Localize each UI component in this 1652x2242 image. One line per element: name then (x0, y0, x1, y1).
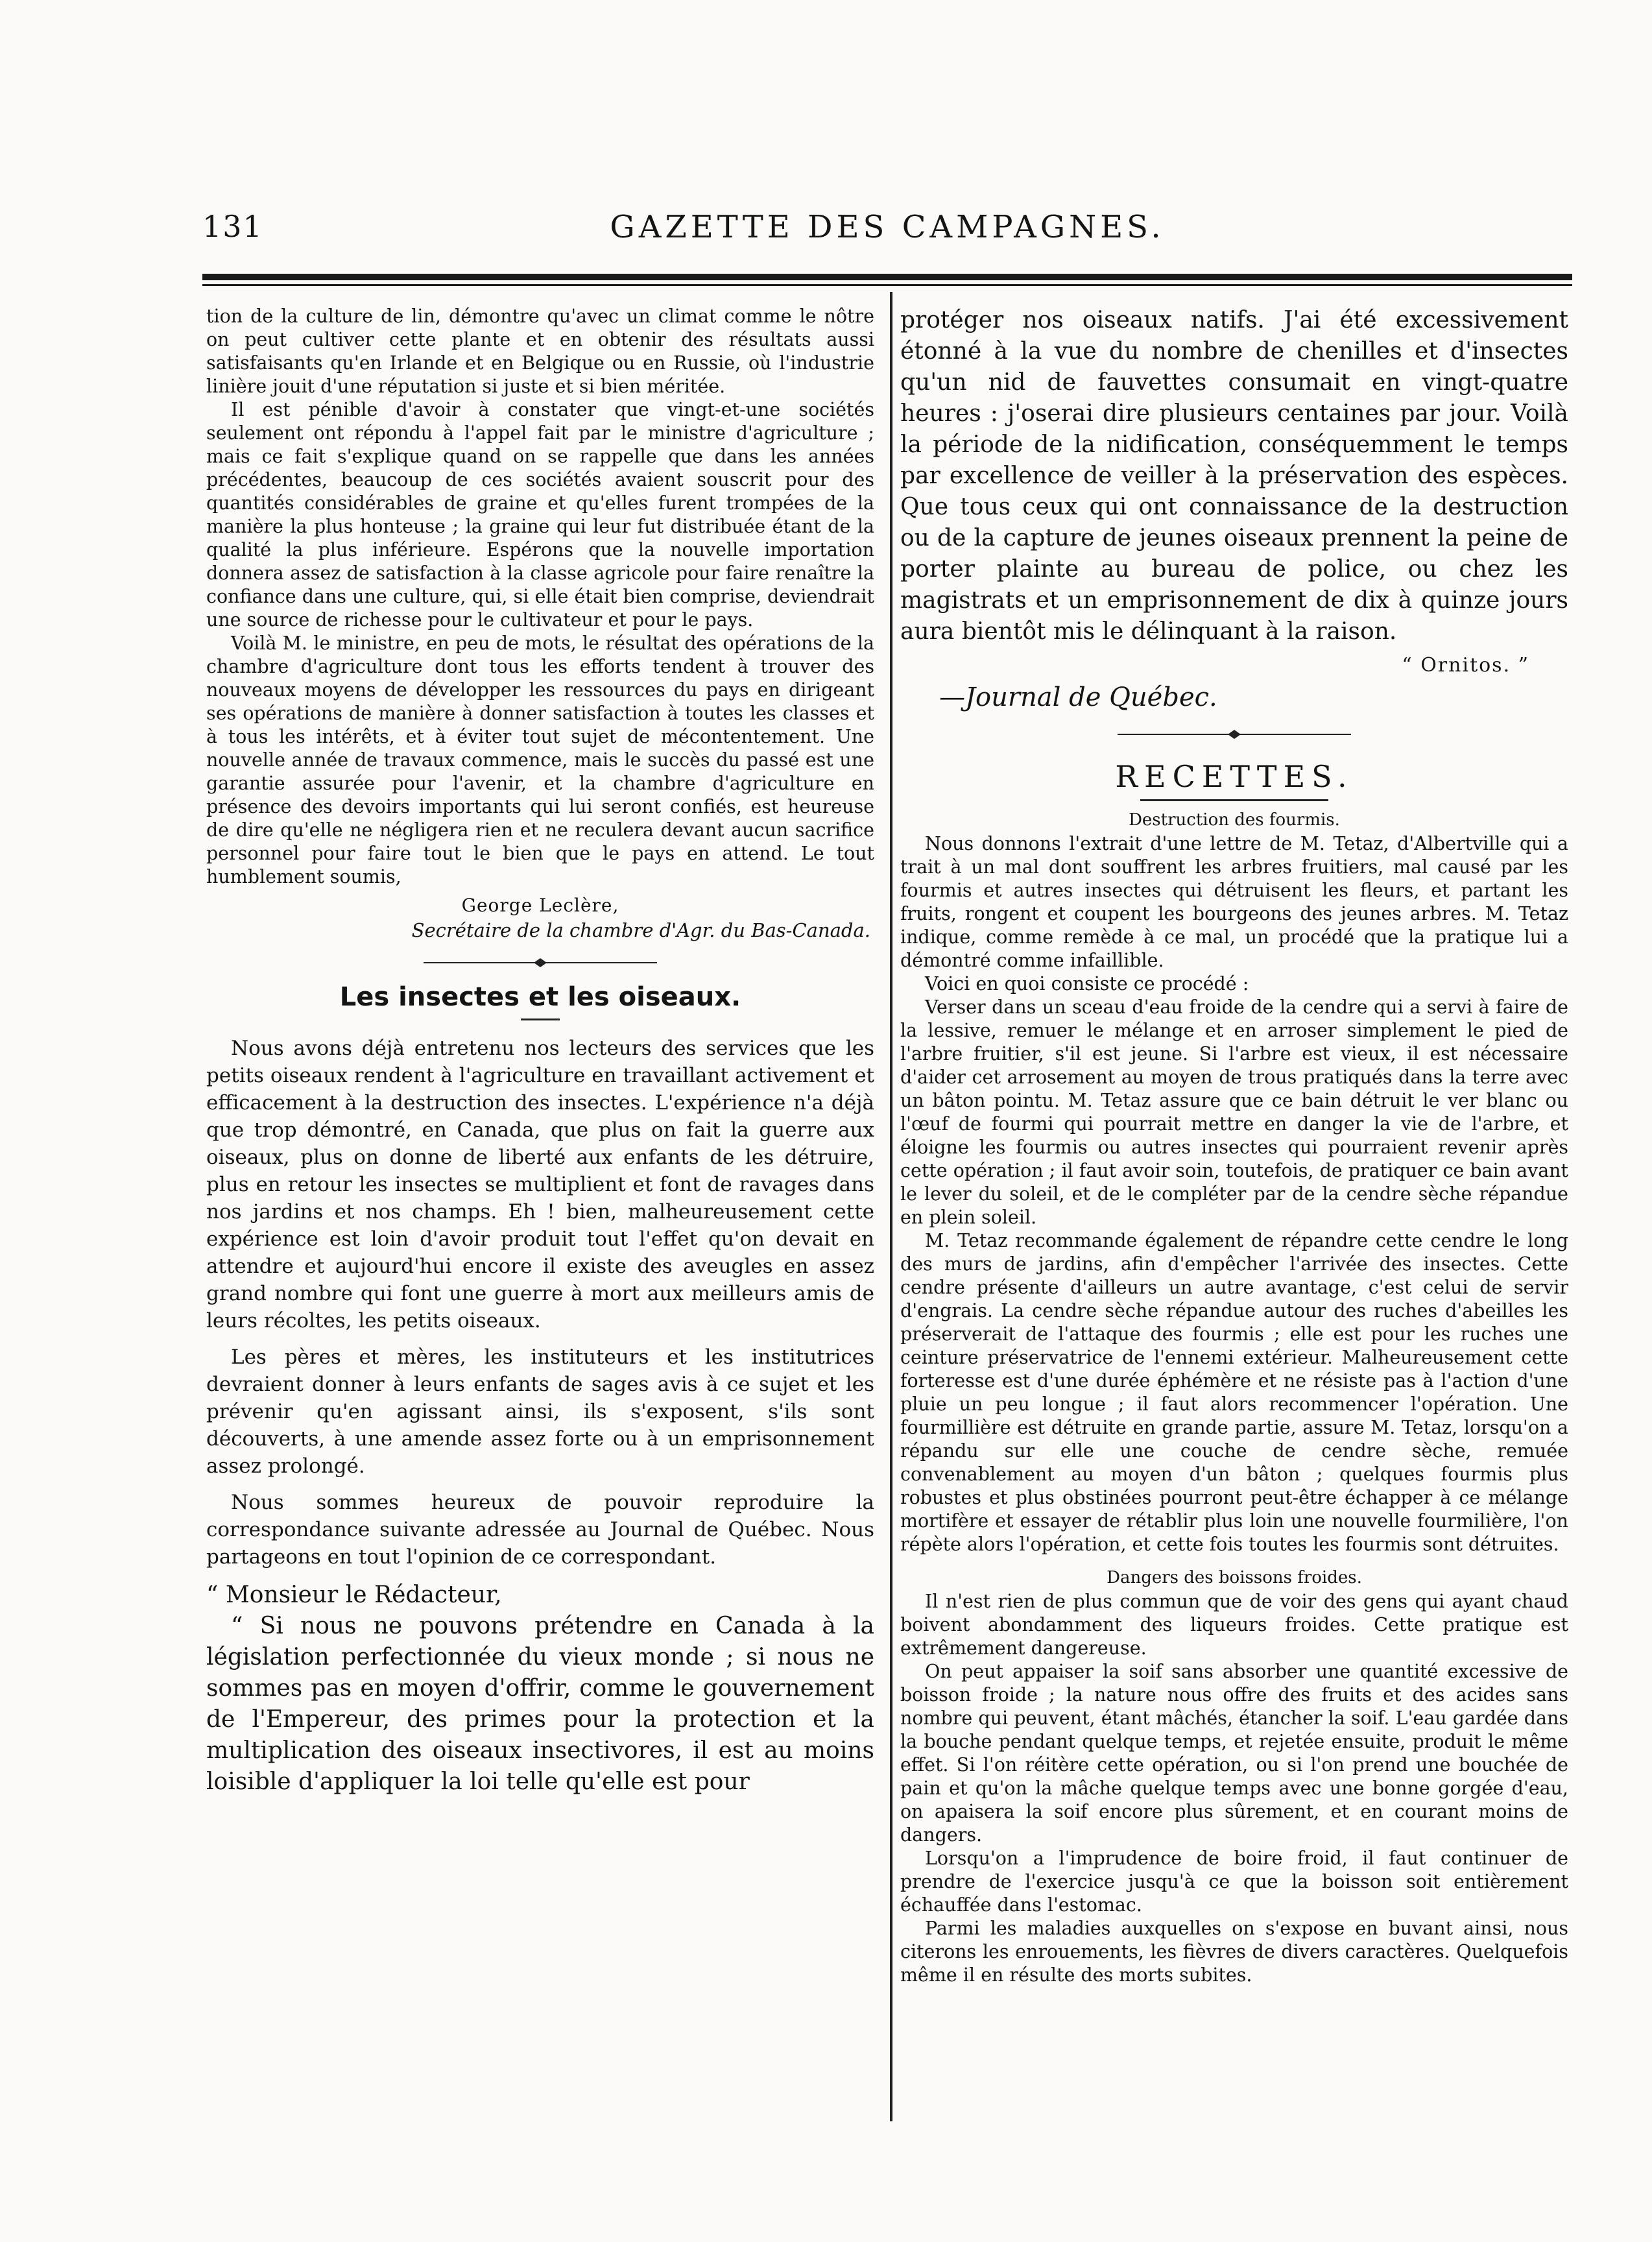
paragraph: tion de la culture de lin, démontre qu'avec un climat comme le nôtre on peut cultiver cette plante et en obtenir des résultats aussi satisfaisants qu'en Irlande et en Belgique ou en Russie, où l'industrie linière jouit d'une réputation si juste et si bien méritée. (206, 306, 874, 397)
title-dash (521, 1019, 560, 1020)
recettes-rule (1140, 799, 1328, 801)
column-divider (890, 292, 892, 2121)
paragraph: Nous sommes heureux de pouvoir reproduire la correspondance suivante adressée au Journal de Québec. Nous partageons en tout l'opinion de ce correspondant. (206, 1491, 874, 1569)
header-rule-thin (202, 284, 1572, 286)
paragraph: Verser dans un sceau d'eau froide de la cendre qui a servi à faire de la lessive, remuer le mélange et en arroser simplement le pied de l'arbre fruitier, s'il est jeune. Si l'arbre est vieux, il est nécessaire d'aider cet arrosement au moyen de trous pratiqués dans la terre avec un bâton pointu. M. Tetaz assure que ce bain détruit le ver blanc ou l'œuf de fourmi qui pourrait mettre en danger la vie de l'arbre, et éloigne les fourmis ou autres insectes qui pourraient revenir après cette opération ; il faut avoir soin, toutefois, de pratiquer ce bain avant le lever du soleil, et de le compléter par de la cendre sèche répandue en plein soleil. (900, 996, 1568, 1228)
sub-heading: Destruction des fourmis. (1129, 810, 1340, 830)
paragraph: Les pères et mères, les instituteurs et les institutrices devraient donner à leurs enfants de sages avis à ce sujet et les prévenir qu'en agissant ainsi, ils s'exposent, s'ils sont découverts, à une amende assez forte ou à un emprisonnement assez prolongé. (206, 1345, 874, 1478)
paragraph: Il est pénible d'avoir à constater que vingt-et-une sociétés seulement ont répondu à l'appel fait par le ministre d'agriculture ; mais ce fait s'explique quand on se rappelle que dans les années précédentes, beaucoup de ces sociétés avaient souscrit pour des quantités considérables de graine et qu'elles furent trompées de la manière la plus honteuse ; la graine qui leur fut distribuée étant de la qualité la plus inférieure. Espérons que la nouvelle importation donnera assez de satisfaction à la classe agricole pour faire renaître la confiance dans une culture, qui, si elle était bien comprise, deviendrait une source de richesse pour le cultivateur et pour le pays. (206, 399, 874, 631)
paragraph: Il n'est rien de plus commun que de voir des gens qui ayant chaud boivent abondamment des liqueurs froides. Cette pratique est extrêmement dangereuse. (900, 1591, 1568, 1659)
letter-signature: “ Ornitos. ” (1402, 654, 1529, 677)
right-column (900, 305, 1568, 1987)
ornament-divider (1118, 729, 1351, 740)
sub-heading: Dangers des boissons froides. (1107, 1568, 1362, 1587)
paragraph: On peut appaiser la soif sans absorber une quantité excessive de boisson froide ; la nature nous offre des fruits et des acides sans nombre qui peuvent, étant mâchés, étancher la soif. L'eau gardée dans la bouche pendant quelque temps, et rejetée ensuite, produit le même effet. Si l'on réitère cette opération, ou si l'on prend une bouchée de pain et qu'on la mâche quelque temps avec une bonne gorgée d'eau, on apaisera la soif encore plus sûrement, et en courant moins de dangers. (900, 1661, 1568, 1846)
paragraph: Nous avons déjà entretenu nos lecteurs des services que les petits oiseaux rendent à l'agriculture en travaillant activement et efficacement à la destruction des insectes. L'expérience n'a déjà que trop démontré, en Canada, que plus on fait la guerre aux oiseaux, plus on donne de liberté aux enfants de les détruire, plus en retour les insectes se multiplient et font de ravages dans nos jardins et nos champs. Eh ! bien, malheureusement cette expérience est loin d'avoir produit tout l'effet qu'on devait en attendre et aujourd'hui encore il existe des aveugles en assez grand nombre qui font une guerre à mort aux meilleurs amis de leurs récoltes, les petits oiseaux. (206, 1037, 874, 1332)
recettes-title: RECETTES. (1115, 759, 1354, 794)
signature-title: Secrétaire de la chambre d'Agr. du Bas-Canada. (411, 919, 870, 941)
signature-name: George Leclère, (461, 895, 619, 916)
letter-paragraph: protéger nos oiseaux natifs. J'ai été excessivement étonné à la vue du nombre de chenilles et d'insectes qu'un nid de fauvettes consumait en vingt-quatre heures : j'oserai dire plusieurs centaines par jour. Voilà la période de la nidification, conséquemment le temps par excellence de veiller à la préservation des espèces. Que tous ceux qui ont connaissance de la destruction ou de la capture de jeunes oiseaux prennent la peine de porter plainte au bureau de police, ou chez les magistrats et un emprisonnement de dix à quinze jours aura bientôt mis le délinquant à la raison. (900, 307, 1568, 645)
paragraph: Voilà M. le ministre, en peu de mots, le résultat des opérations de la chambre d'agriculture dont tous les efforts tendent à trouver des nouveaux moyens de développer les ressources du pays en dirigeant ses opérations de manière à donner satisfaction à toutes les classes et à tous les intérêts, et à éviter tout sujet de mécontentement. Une nouvelle année de travaux commence, mais le succès du passé est une garantie assurée pour l'avenir, et la chambre d'agriculture en présence des devoirs importants qui lui seront confiés, est heureuse de dire qu'elle ne négligera rien et ne reculera devant aucun sacrifice personnel pour faire tout le bien que le pays en attend. Le tout humblement soumis, (206, 633, 874, 887)
paragraph: Voici en quoi consiste ce procédé : (925, 973, 1249, 994)
letter-salutation: “ Monsieur le Rédacteur, (206, 1582, 502, 1608)
page-number: 131 (202, 209, 263, 244)
ornament-divider (424, 958, 657, 968)
source-credit: —Journal de Québec. (939, 682, 1217, 712)
letter-paragraph: “ Si nous ne pouvons prétendre en Canada à la législation perfectionnée du vieux monde ; si nous ne sommes pas en moyen d'offrir, comme le gouvernement de l'Empereur, des primes pour la protection et la multiplication des oiseaux insectivores, il est au moins loisible d'appliquer la loi telle qu'elle est pour (206, 1613, 874, 1795)
left-column (206, 305, 874, 1798)
paragraph: Lorsqu'on a l'imprudence de boire froid, il faut continuer de prendre de l'exercice jusqu'à ce que la boisson soit entièrement échauffée dans l'estomac. (900, 1848, 1568, 1916)
header-rule (202, 274, 1572, 280)
paragraph: M. Tetaz recommande également de répandre cette cendre le long des murs de jardins, afin d'empêcher l'arrivée des insectes. Cette cendre présente d'ailleurs un autre avantage, c'est celui de servir d'engrais. La cendre sèche répandue autour des ruches d'abeilles les préserverait de l'attaque des fourmis ; elle est pour les ruches une ceinture préservatrice de l'ennemi extérieur. Malheureusement cette forteresse est d'une durée éphémère et ne résiste pas à l'action d'une pluie un peu longue ; il faut alors recommencer l'opération. Une fourmillière est détruite en grande partie, assure M. Tetaz, lorsqu'on a répandu sur elle une couche de cendre sèche, remuée convenablement au moyen d'un bâton ; quelques fourmis plus robustes et plus obstinées pourront peut-être échapper à ce mélange mortifère et essayer de rétablir plus loin une nouvelle fourmilière, l'on répète alors l'opération, et cette fois toutes les fourmis sont détruites. (900, 1230, 1568, 1555)
paragraph: Nous donnons l'extrait d'une lettre de M. Tetaz, d'Albertville qui a trait à un mal dont souffrent les arbres fruitiers, mal causé par les fourmis et autres insectes qui détruisent les fleurs, et partant les fruits, rongent et coupent les bourgeons des jeunes arbres. M. Tetaz indique, comme remède à ce mal, un procédé que la pratique lui a démontré comme infaillible. (900, 833, 1568, 971)
page-title: GAZETTE DES CAMPAGNES. (610, 209, 1165, 245)
section-title: Les insectes et les oiseaux. (339, 982, 741, 1012)
page-header (202, 209, 1572, 254)
paragraph: Parmi les maladies auxquelles on s'expose en buvant ainsi, nous citerons les enrouements, les fièvres de divers caractères. Quelquefois même il en résulte des morts subites. (900, 1918, 1568, 1986)
